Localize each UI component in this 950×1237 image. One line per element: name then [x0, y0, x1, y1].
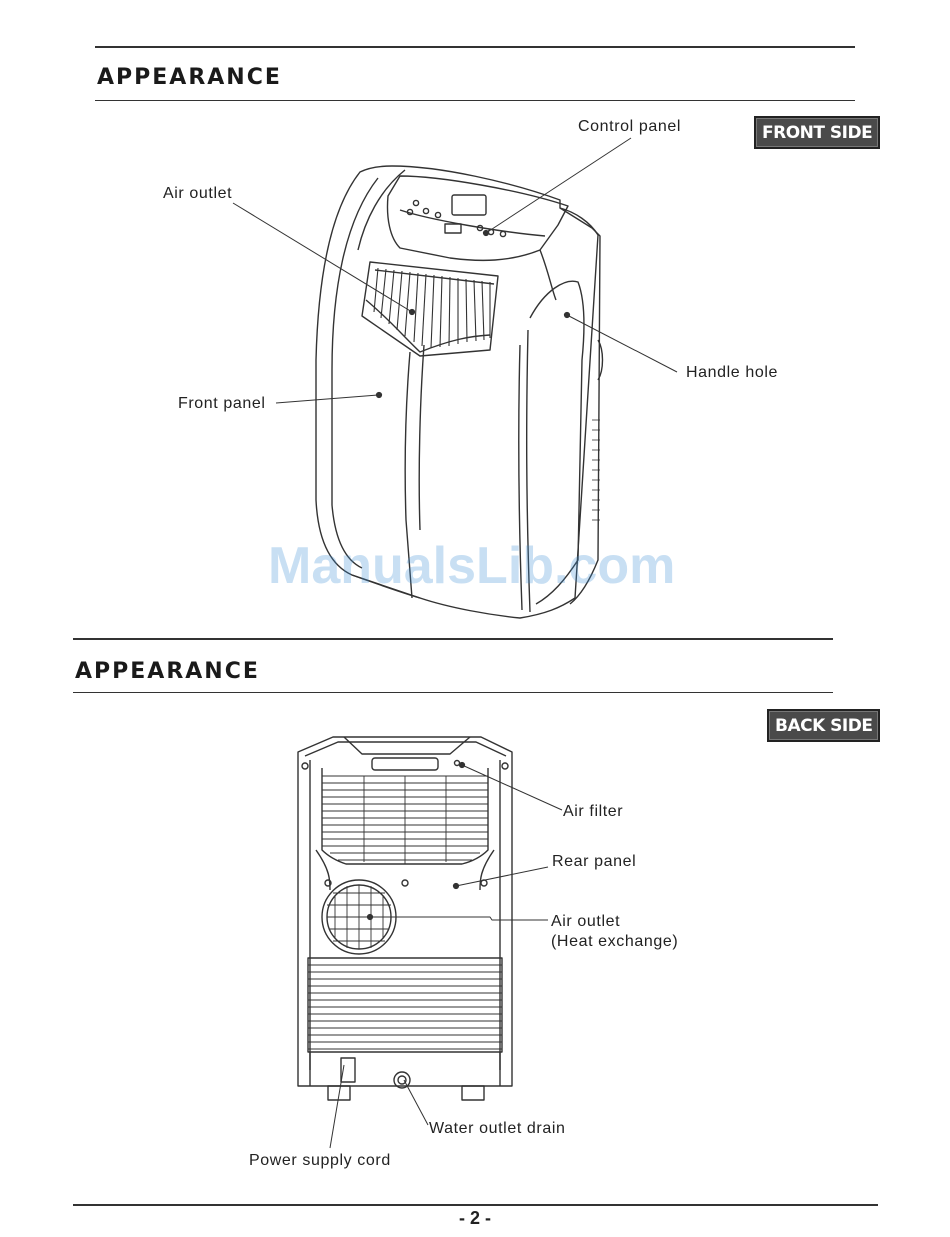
front-panel-pointer-dot — [377, 393, 382, 398]
control-panel-label: Control panel — [578, 118, 681, 135]
control-panel-pointer-dot — [484, 231, 489, 236]
back-section-heading: APPEARANCE — [75, 659, 260, 684]
air-outlet-back-label: Air outlet — [551, 913, 621, 930]
air-filter-label: Air filter — [563, 803, 624, 820]
air-outlet-back-pointer-dot — [368, 915, 373, 920]
water-outlet-drain-label: Water outlet drain — [429, 1120, 566, 1137]
back-unit-drawing — [298, 737, 512, 1100]
front-panel-label: Front panel — [178, 395, 266, 412]
rear-panel-pointer-dot — [454, 884, 459, 889]
air-outlet-label: Air outlet — [163, 185, 233, 202]
handle-hole-label: Handle hole — [686, 364, 778, 381]
rear-panel-label: Rear panel — [552, 853, 637, 870]
front-side-badge: FRONT SIDE — [754, 116, 880, 149]
air-outlet-pointer-dot — [410, 310, 415, 315]
front-section-heading: APPEARANCE — [97, 65, 282, 90]
power-supply-cord-label: Power supply cord — [249, 1152, 391, 1169]
air-filter-pointer-dot — [460, 763, 465, 768]
page-number: - 2 - — [458, 1208, 491, 1228]
front-leader-lines — [233, 138, 677, 403]
heat-exchange-label: (Heat exchange) — [551, 933, 679, 950]
back-side-badge: BACK SIDE — [767, 709, 880, 742]
watermark: ManualsLib.com — [268, 537, 676, 595]
handle-hole-pointer-dot — [565, 313, 570, 318]
